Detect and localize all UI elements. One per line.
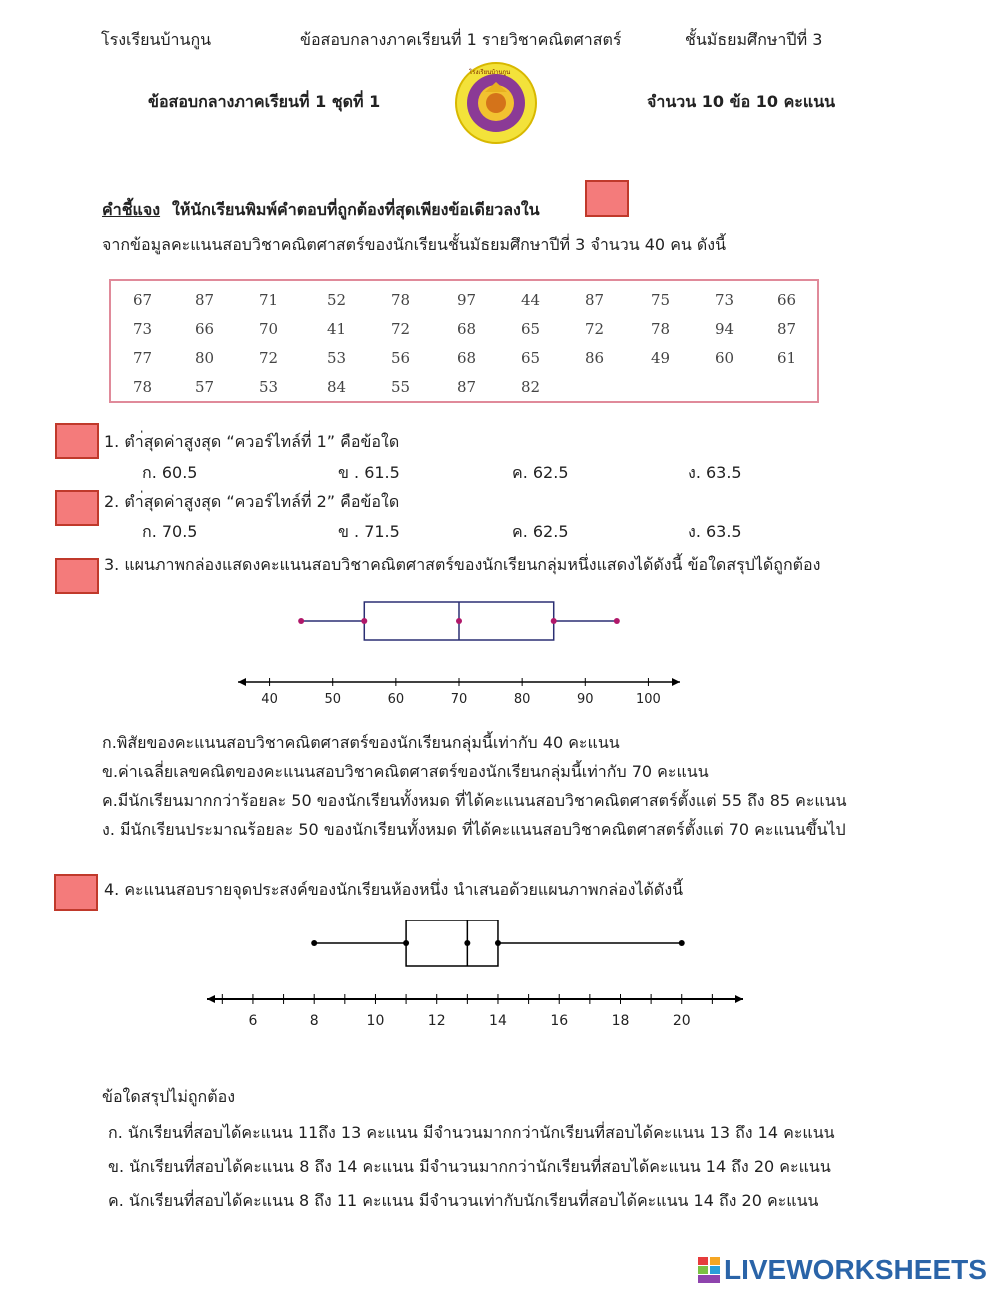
tick-label: 14 [489, 1013, 507, 1029]
score-cell: 84 [327, 378, 347, 396]
q1-choice-b: ข . 61.5 [338, 463, 400, 482]
tick-label: 16 [550, 1013, 569, 1029]
score-cell: 65 [521, 349, 541, 367]
tick-label: 10 [366, 1013, 385, 1029]
point-median [456, 618, 462, 624]
score-cell: 77 [133, 349, 153, 367]
answer-box-q3[interactable] [55, 558, 99, 594]
tick-label: 50 [324, 692, 341, 707]
school-name: โรงเรียนบ้านกูน [101, 30, 212, 49]
q4-text: 4. คะแนนสอบรายจุดประสงค์ของนักเรียนห้องหนึ่ง นำเสนอด้วยแผนภาพกล่องได้ดังนี้ [104, 880, 684, 899]
score-cell: 53 [259, 378, 279, 396]
q1-choice-a: ก. 60.5 [142, 463, 198, 482]
score-cell: 66 [777, 291, 797, 309]
score-cell: 87 [195, 291, 215, 309]
grade-level: ชั้นมัธยมศึกษาปีที่ 3 [685, 30, 823, 49]
score-cell: 94 [715, 320, 735, 338]
exam-title: ข้อสอบกลางภาคเรียนที่ 1 รายวิชาคณิตศาสตร์ [300, 30, 622, 49]
point-median [464, 940, 470, 946]
q3-choice-a: ก.พิสัยของคะแนนสอบวิชาคณิตศาสตร์ของนักเรียนกลุ่มนี้เท่ากับ 40 คะแนน [102, 733, 620, 752]
score-cell: 66 [195, 320, 215, 338]
score-cell: 82 [521, 378, 541, 396]
q3-choice-c: ค.มีนักเรียนมากกว่าร้อยละ 50 ของนักเรียนทั้งหมด ที่ได้คะแนนสอบวิชาคณิตศาสตร์ตั้งแต่ 55 ถึง 85 คะแนน [102, 791, 847, 810]
answer-box-sample [585, 180, 629, 217]
score-cell: 44 [521, 291, 541, 309]
score-cell: 87 [585, 291, 605, 309]
score-cell: 53 [327, 349, 347, 367]
tick-label: 40 [261, 692, 278, 707]
point-q3 [551, 618, 557, 624]
axis-arrow-left [207, 995, 215, 1003]
score-cell: 72 [585, 320, 605, 338]
tick-label: 12 [427, 1013, 446, 1029]
score-cell: 78 [651, 320, 671, 338]
tick-label: 80 [513, 692, 531, 707]
q4-choice-a: ก. นักเรียนที่สอบได้คะแนน 11ถึง 13 คะแนน มีจำนวนมากกว่านักเรียนที่สอบได้คะแนน 13 ถึง 14 คะแนน [108, 1123, 835, 1142]
instructions-text: ให้นักเรียนพิมพ์คำตอบที่ถูกต้องที่สุดเพียงข้อเดียวลงใน [172, 200, 540, 219]
score-cell: 56 [391, 349, 411, 367]
score-cell: 75 [651, 291, 671, 309]
point-q1 [361, 618, 367, 624]
point-q1 [403, 940, 409, 946]
answer-box-q1[interactable] [55, 423, 99, 459]
score-cell: 52 [327, 291, 347, 309]
score-cell: 87 [457, 378, 477, 396]
q3-text: 3. แผนภาพกล่องแสดงคะแนนสอบวิชาคณิตศาสตร์ของนักเรียนกลุ่มหนึ่งแสดงได้ดังนี้ ข้อใดสรุปได้ถูกต้อง [104, 555, 821, 574]
question-count: จำนวน 10 ข้อ 10 คะแนน [647, 92, 836, 111]
liveworksheets-icon [698, 1257, 720, 1283]
axis-arrow-left [238, 678, 246, 686]
liveworksheets-brand[interactable]: LIVEWORKSHEETS [724, 1254, 987, 1285]
point-min [298, 618, 304, 624]
boxplot-q4 [195, 920, 755, 1040]
axis-arrow-right [672, 678, 680, 686]
q2-choice-b: ข . 71.5 [338, 522, 400, 541]
score-cell: 55 [391, 378, 411, 396]
q3-choice-d: ง. มีนักเรียนประมาณร้อยละ 50 ของนักเรียนทั้งหมด ที่ได้คะแนนสอบวิชาคณิตศาสตร์ตั้งแต่ 70 คะแนนขึ้นไป [102, 820, 846, 839]
q4-choice-b: ข. นักเรียนที่สอบได้คะแนน 8 ถึง 14 คะแนน มีจำนวนมากกว่านักเรียนที่สอบได้คะแนน 14 ถึง 20 คะแนน [108, 1157, 831, 1176]
score-cell: 67 [133, 291, 153, 309]
q4-choice-c: ค. นักเรียนที่สอบได้คะแนน 8 ถึง 11 คะแนน มีจำนวนเท่ากับนักเรียนที่สอบได้คะแนน 14 ถึง 20 คะแนน [108, 1191, 819, 1210]
score-cell: 86 [585, 349, 605, 367]
q3-choice-b: ข.ค่าเฉลี่ยเลขคณิตของคะแนนสอบวิชาคณิตศาสตร์ของนักเรียนกลุ่มนี้เท่ากับ 70 คะแนน [102, 762, 709, 781]
score-cell: 78 [391, 291, 411, 309]
tick-label: 90 [577, 692, 594, 707]
score-cell: 49 [651, 349, 671, 367]
score-cell: 87 [777, 320, 797, 338]
q2-choice-d: ง. 63.5 [688, 522, 742, 541]
score-cell: 71 [259, 291, 279, 309]
score-cell: 57 [195, 378, 215, 396]
scores-table [109, 279, 819, 403]
data-intro: จากข้อมูลคะแนนสอบวิชาคณิตศาสตร์ของนักเรียนชั้นมัธยมศึกษาปีที่ 3 จำนวน 40 คน ดังนี้ [102, 235, 727, 254]
score-cell: 65 [521, 320, 541, 338]
logo-text: โรงเรียนบ้านกูน [469, 69, 511, 76]
q2-choice-c: ค. 62.5 [512, 522, 569, 541]
answer-box-q2[interactable] [55, 490, 99, 526]
score-cell: 68 [457, 349, 477, 367]
tick-label: 100 [636, 692, 661, 707]
score-cell: 73 [133, 320, 153, 338]
score-cell: 41 [327, 320, 347, 338]
box [406, 920, 498, 966]
score-cell: 72 [259, 349, 279, 367]
tick-label: 6 [248, 1013, 258, 1029]
score-cell: 73 [715, 291, 735, 309]
q1-text: 1. ตำ่สุดค่าสูงสุด “ควอร์ไทล์ที่ 1” คือข้อใด [104, 432, 400, 451]
q1-choice-c: ค. 62.5 [512, 463, 569, 482]
point-min [311, 940, 317, 946]
score-cell: 78 [133, 378, 153, 396]
instructions-label: คำชี้แจง [102, 200, 161, 219]
score-cell: 68 [457, 320, 477, 338]
tick-label: 70 [450, 692, 468, 707]
score-cell: 60 [715, 349, 735, 367]
tick-label: 20 [672, 1013, 691, 1029]
tick-label: 18 [611, 1013, 630, 1029]
q2-choice-a: ก. 70.5 [142, 522, 198, 541]
tick-label: 8 [309, 1013, 319, 1029]
answer-box-q4[interactable] [54, 874, 98, 911]
tick-label: 60 [387, 692, 405, 707]
set-title: ข้อสอบกลางภาคเรียนที่ 1 ชุดที่ 1 [148, 92, 381, 111]
q1-choice-d: ง. 63.5 [688, 463, 742, 482]
school-logo [455, 62, 537, 144]
score-cell: 80 [195, 349, 215, 367]
score-cell: 72 [391, 320, 411, 338]
point-q3 [495, 940, 501, 946]
point-max [614, 618, 620, 624]
boxplot-q3 [220, 590, 700, 710]
score-cell: 61 [777, 349, 797, 367]
axis-arrow-right [735, 995, 743, 1003]
q4-prompt: ข้อใดสรุปไม่ถูกต้อง [102, 1087, 236, 1106]
score-cell: 70 [259, 320, 279, 338]
q2-text: 2. ตำ่สุดค่าสูงสุด “ควอร์ไทล์ที่ 2” คือข้อใด [104, 492, 400, 511]
point-max [679, 940, 685, 946]
score-cell: 97 [457, 291, 477, 309]
